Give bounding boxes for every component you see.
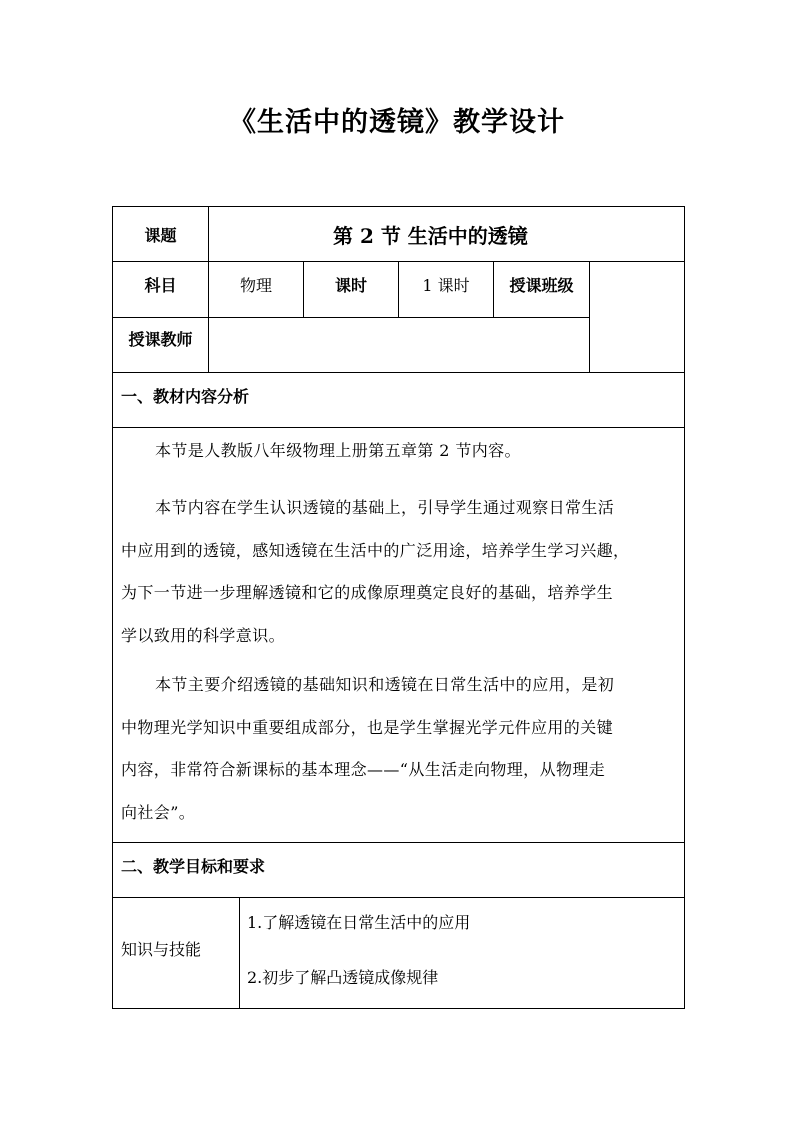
hours-label: 课时 bbox=[334, 275, 367, 295]
lesson-value: 第 2 节 生活中的透镜 bbox=[333, 223, 528, 248]
goal-item-1: 1.了解透镜在日常生活中的应用 bbox=[247, 912, 471, 932]
section1-heading: 一、教材内容分析 bbox=[121, 386, 250, 406]
paragraph-line: 学以致用的科学意识。 bbox=[121, 625, 286, 645]
goal-item-2: 2.初步了解凸透镜成像规律 bbox=[247, 967, 439, 987]
teacher-value bbox=[209, 318, 589, 372]
hours-value: 1 课时 bbox=[422, 275, 470, 295]
paragraph-line: 中应用到的透镜，感知透镜在生活中的广泛用途，培养学生学习兴趣， bbox=[121, 540, 630, 560]
section1-paragraph-2 bbox=[121, 487, 681, 657]
subject-label: 科目 bbox=[144, 275, 177, 295]
paragraph-line: 中物理光学知识中重要组成部分，也是学生掌握光学元件应用的关键 bbox=[121, 717, 614, 737]
paragraph-line: 为下一节进一步理解透镜和它的成像原理奠定良好的基础，培养学生 bbox=[121, 583, 614, 602]
table-border-bottom bbox=[112, 1008, 685, 1009]
section1-paragraph-3 bbox=[121, 664, 681, 834]
column-divider bbox=[239, 897, 240, 1008]
section2-heading: 二、教学目标和要求 bbox=[121, 856, 266, 876]
class-label: 授课班级 bbox=[509, 275, 574, 295]
paragraph-line: 向社会”。 bbox=[121, 802, 196, 822]
class-value bbox=[590, 262, 684, 372]
paragraph-line: 本节主要介绍透镜的基础知识和透镜在日常生活中的应用，是初 bbox=[155, 675, 615, 694]
lesson-label: 课题 bbox=[144, 225, 177, 245]
section1-paragraph-1 bbox=[121, 430, 681, 473]
row-divider bbox=[112, 427, 685, 428]
paragraph-line: 本节内容在学生认识透镜的基础上，引导学生通过观察日常生活 bbox=[155, 498, 615, 517]
subject-value: 物理 bbox=[239, 275, 272, 295]
paragraph-line: 内容，非常符合新课标的基本理念——“从生活走向物理，从物理走 bbox=[121, 760, 606, 779]
knowledge-skills-label: 知识与技能 bbox=[121, 939, 202, 959]
teacher-label: 授课教师 bbox=[128, 329, 193, 349]
paragraph-line: 本节是人教版八年级物理上册第五章第 2 节内容。 bbox=[155, 441, 521, 460]
document-title: 《生活中的透镜》教学设计 bbox=[229, 107, 565, 138]
table-border-right bbox=[684, 206, 685, 1009]
